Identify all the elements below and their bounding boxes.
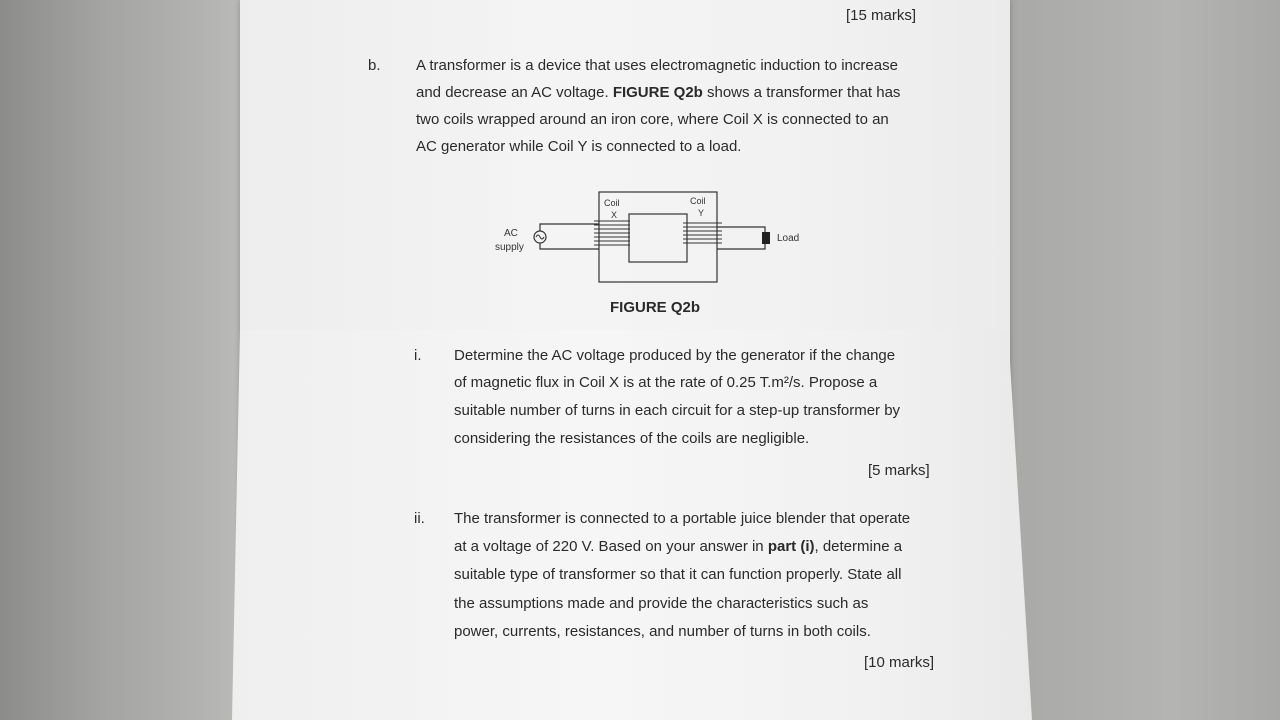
question-ii-line-5: power, currents, resistances, and number of turns in both coils. (454, 623, 871, 640)
question-i-line-2: of magnetic flux in Coil X is at the rate of 0.25 T.m²/s. Propose a (454, 374, 878, 391)
question-ii-line-2 (454, 533, 902, 560)
question-i-marks: [5 marks] (868, 462, 930, 479)
secondary-wire-top (717, 227, 765, 233)
load-label: Load (777, 233, 800, 244)
question-ii-label: ii. (414, 510, 425, 527)
transformer-diagram (490, 185, 820, 290)
coil-x-label: Coil (604, 198, 620, 208)
question-i-line-3: suitable number of turns in each circuit for a step-up transformer by (454, 402, 901, 419)
total-marks: [15 marks] (846, 7, 917, 24)
part-b-line-2 (416, 79, 900, 106)
primary-wire-top (540, 224, 599, 235)
part-b-line-2b: shows a transformer that has (707, 84, 901, 101)
question-ii-line-2a: at a voltage of 220 V. Based on your answer in (454, 538, 764, 555)
question-ii-line-3: suitable type of transformer so that it can function properly. State all (454, 566, 902, 583)
part-b-line-4: AC generator while Coil Y is connected to a load. (416, 138, 742, 155)
ac-label: AC (504, 228, 518, 239)
load-block-icon (762, 232, 770, 244)
question-ii-line-2b: , determine a (814, 538, 903, 555)
coil-x-letter: X (611, 210, 618, 220)
iron-core-window (629, 214, 687, 262)
question-i-label: i. (414, 347, 422, 364)
figure-reference: FIGURE Q2b (612, 84, 703, 101)
figure-caption: FIGURE Q2b (610, 299, 701, 316)
supply-label: supply (495, 242, 524, 253)
part-b-line-1: A transformer is a device that uses electromagnetic induction to increase (416, 57, 898, 74)
question-i-line-4: considering the resistances of the coils are negligible. (454, 430, 810, 447)
background-desk-right (1010, 0, 1280, 720)
question-ii-marks: [10 marks] (864, 654, 935, 671)
question-i-line-1: Determine the AC voltage produced by the generator if the change (454, 347, 896, 364)
coil-y-letter: Y (698, 208, 705, 218)
coil-x-winding (594, 221, 630, 245)
part-b-line-2a: and decrease an AC voltage. (416, 84, 609, 101)
primary-wire-bottom (540, 243, 599, 249)
question-ii-line-4: the assumptions made and provide the characteristics such as (454, 595, 869, 612)
question-ii-line-1: The transformer is connected to a portable juice blender that operate (454, 510, 911, 527)
part-b-label: b. (368, 57, 381, 74)
coil-y-label: Coil (690, 196, 706, 206)
secondary-wire-bottom (717, 243, 765, 249)
part-i-reference: part (i) (767, 538, 815, 555)
coil-y-winding (683, 223, 722, 243)
part-b-line-3: two coils wrapped around an iron core, where Coil X is connected to an (416, 111, 889, 128)
